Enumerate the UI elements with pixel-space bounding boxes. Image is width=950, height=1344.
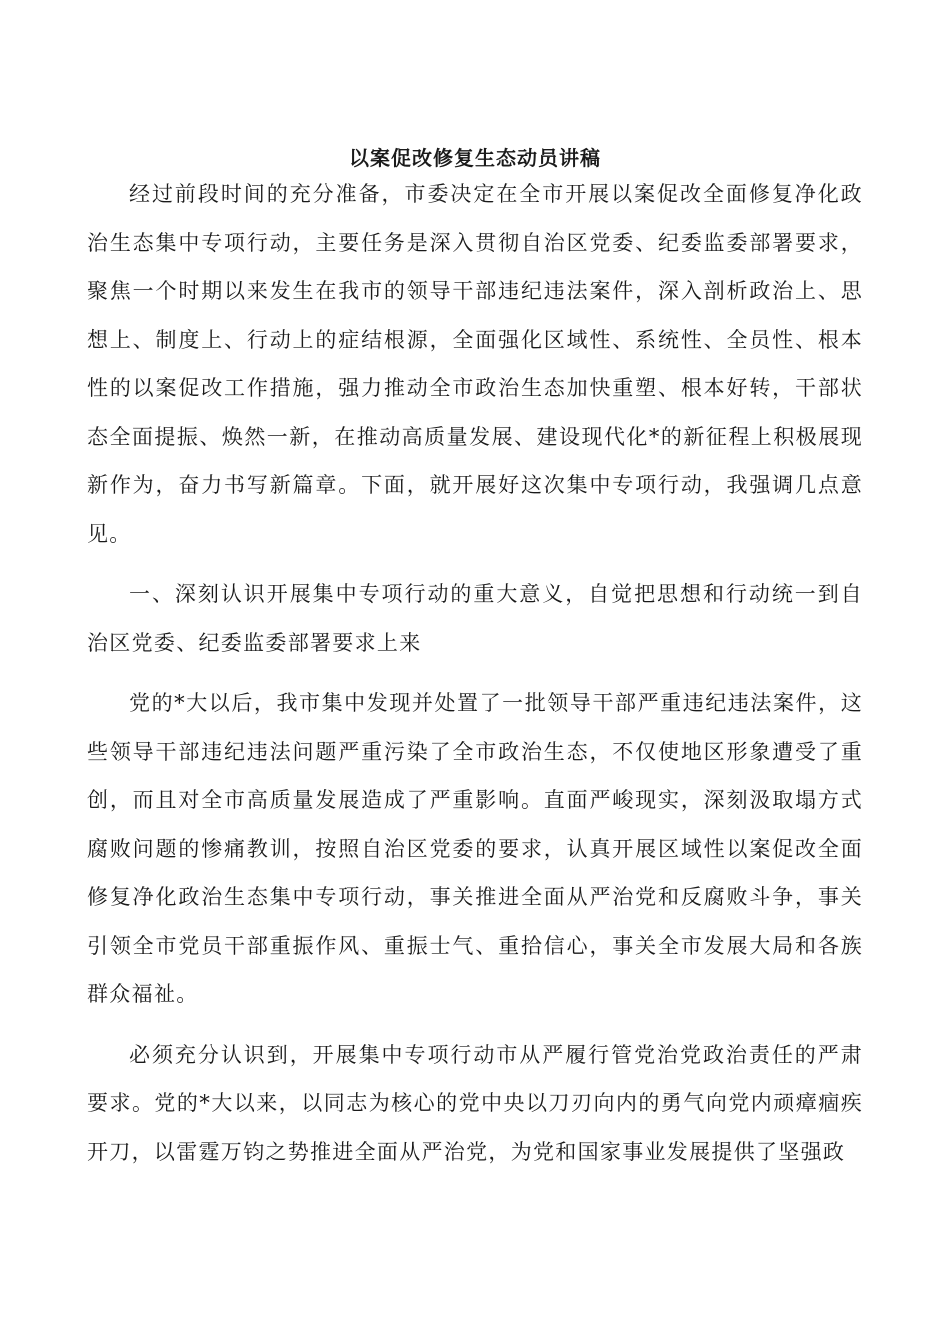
document-body [87,170,863,1176]
paragraph-significance: 必须充分认识到，开展集中专项行动市从严履行管党治党政治责任的严肃要求。党的*大以来，以同志为核心的党中央以刀刃向内的勇气向党内顽瘴痼疾开刀，以雷霆万钧之势推进全面从严治党，为党和国家事业发展提供了坚强政 [87,1042,863,1164]
document-title: 以案促改修复生态动员讲稿 [349,146,601,170]
paragraph-background: 党的*大以后，我市集中发现并处置了一批领导干部严重违纪违法案件，这些领导干部违纪违法问题严重污染了全市政治生态，不仅使地区形象遭受了重创，而且对全市高质量发展造成了严重影响。直面严峻现实，深刻汲取塌方式腐败问题的惨痛教训，按照自治区党委的要求，认真开展区域性以案促改全面修复净化政治生态集中专项行动，事关推进全面从严治党和反腐败斗争，事关引领全市党员干部重振作风、重振士气、重拾信心，事关全市发展大局和各族群众福祉。 [87,691,863,1006]
section-heading-1: 一、深刻认识开展集中专项行动的重大意义，自觉把思想和行动统一到自治区党委、纪委监委部署要求上来 [87,582,863,655]
paragraph-intro: 经过前段时间的充分准备，市委决定在全市开展以案促改全面修复净化政治生态集中专项行动，主要任务是深入贯彻自治区党委、纪委监委部署要求，聚焦一个时期以来发生在我市的领导干部违纪违法案件，深入剖析政治上、思想上、制度上、行动上的症结根源，全面强化区域性、系统性、全员性、根本性的以案促改工作措施，强力推动全市政治生态加快重塑、根本好转，干部状态全面提振、焕然一新，在推动高质量发展、建设现代化*的新征程上积极展现新作为，奋力书写新篇章。下面，就开展好这次集中专项行动，我强调几点意见。 [87,182,863,546]
